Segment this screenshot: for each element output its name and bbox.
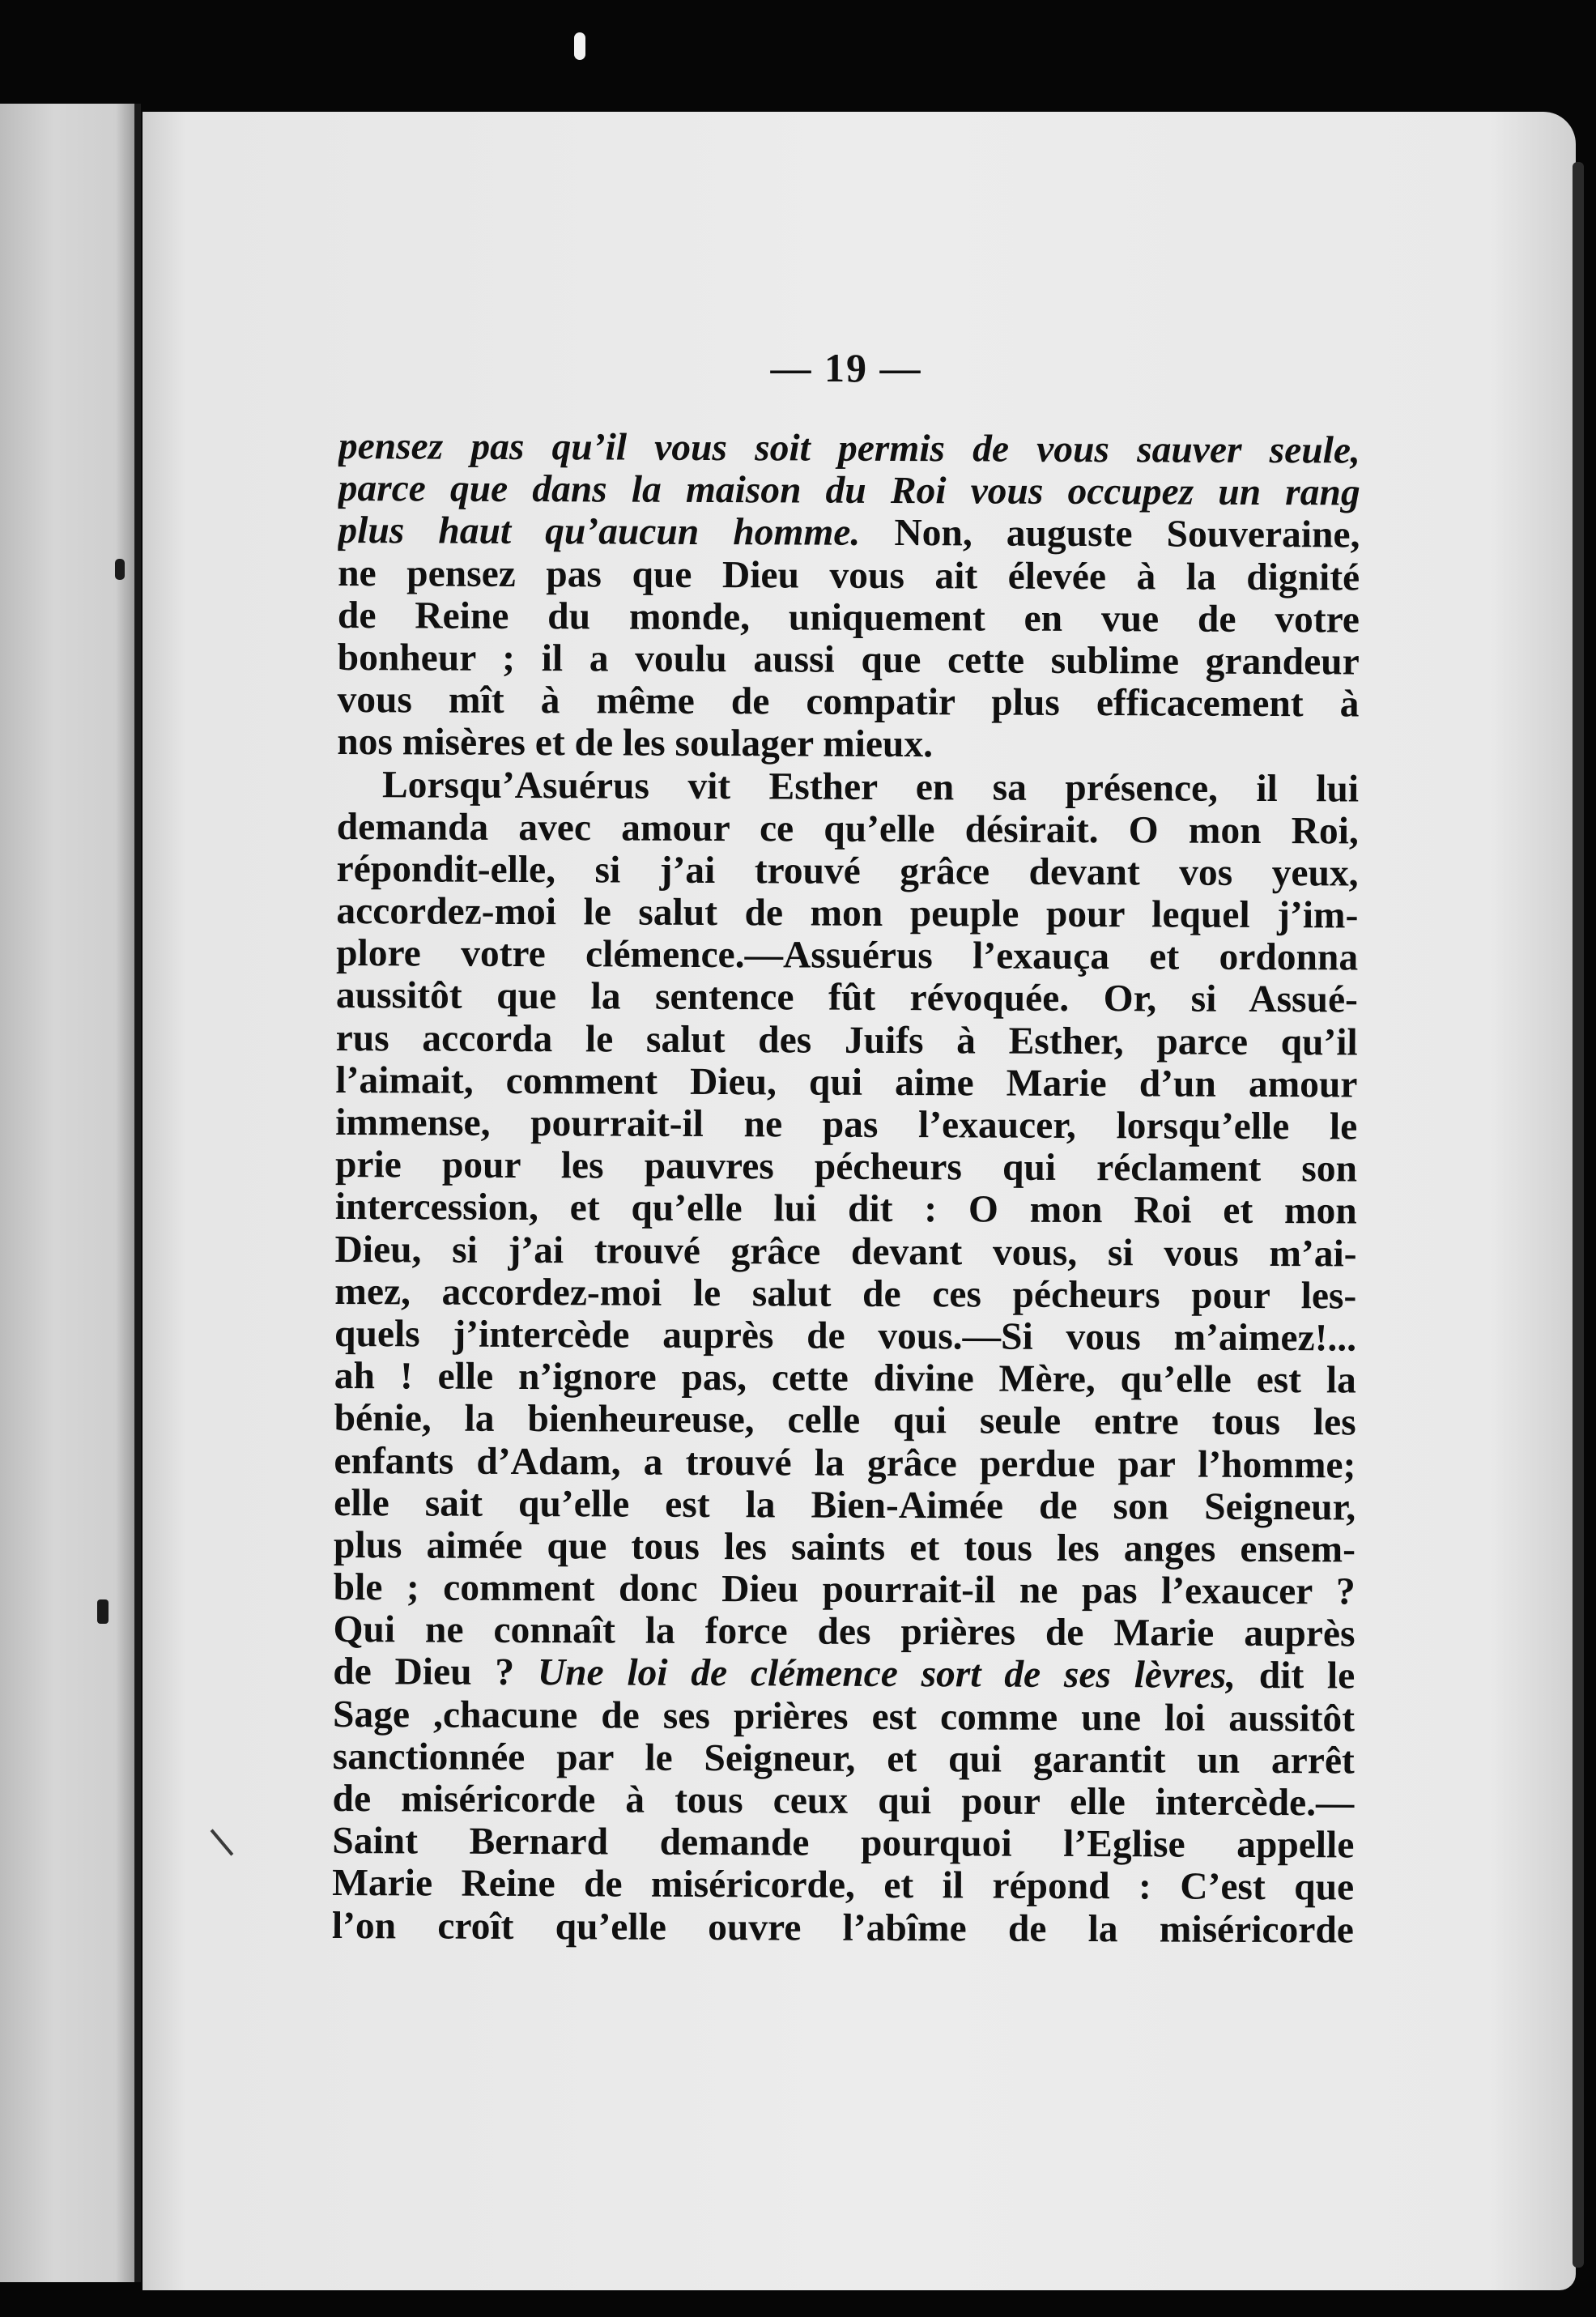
text-segment: l’on croît qu’elle ouvre l’abîme de la miséricorde xyxy=(331,1904,1355,1952)
text-segment: enfants d’Adam, a trouvé la grâce perdue par l’homme; xyxy=(334,1439,1356,1486)
text-segment: plus aimée que tous les saints et tous les anges ensem- xyxy=(333,1523,1356,1571)
text-segment: Lorsqu’Asuérus vit Esther en sa présence, il lui xyxy=(381,763,1360,811)
text-line xyxy=(338,552,1360,599)
text-line xyxy=(335,1059,1357,1106)
text-segment: de miséricorde à tous ceux qui pour elle intercède.— xyxy=(332,1777,1355,1825)
text-line xyxy=(334,1524,1356,1571)
text-segment: de Reine du monde, uniquement en vue de votre xyxy=(337,594,1360,641)
text-segment: de Dieu ? xyxy=(333,1650,538,1694)
text-line xyxy=(335,1144,1357,1190)
text-line xyxy=(337,679,1359,726)
text-segment: l’aimait, comment Dieu, qui aime Marie d’un amour xyxy=(335,1058,1358,1106)
text-line xyxy=(333,1693,1355,1740)
text-line xyxy=(336,1017,1358,1064)
text-line xyxy=(334,1439,1356,1486)
text-segment: elle sait qu’elle est la Bien-Aimée de son Seigneur, xyxy=(334,1481,1356,1529)
text-line xyxy=(338,594,1360,641)
text-segment: Marie Reine de miséricorde, et il répond : C’est que xyxy=(332,1862,1355,1909)
text-segment: Saint Bernard demande pourquoi l’Eglise appelle xyxy=(332,1820,1355,1867)
text-segment: demanda avec amour ce qu’elle désirait. O mon Roi, xyxy=(336,805,1359,853)
text-segment: Dieu, si j’ai trouvé grâce devant vous, si vous m’ai- xyxy=(334,1228,1357,1276)
text-line xyxy=(338,425,1360,472)
text-segment: accordez-moi le salut de mon peuple pour lequel j’im- xyxy=(336,890,1359,937)
facing-page-edge xyxy=(0,104,136,2282)
text-segment: ah ! elle n’ignore pas, cette divine Mère, qu’elle est la xyxy=(334,1355,1356,1402)
text-line xyxy=(337,806,1359,853)
text-segment: immense, pourrait-il ne pas l’exaucer, lorsqu’elle le xyxy=(335,1101,1358,1148)
text-segment: nos misères et de les soulager mieux. xyxy=(337,721,934,766)
text-segment: Sage ,chacune de ses prières est comme une loi aussitôt xyxy=(332,1693,1356,1740)
text-segment: Non, auguste Souveraine, xyxy=(860,512,1360,556)
text-segment: répondit-elle, si j’ai trouvé grâce devant vos yeux, xyxy=(336,847,1359,895)
text-segment: dit le xyxy=(1235,1655,1356,1697)
text-line xyxy=(336,890,1358,937)
text-line xyxy=(333,1650,1355,1697)
text-line xyxy=(332,1862,1354,1909)
text-segment: vous mît à même de compatir plus efficacement à xyxy=(337,679,1360,726)
text-line xyxy=(332,1905,1354,1952)
text-line xyxy=(335,1101,1357,1148)
text-line xyxy=(338,509,1360,556)
text-segment: bénie, la bienheureuse, celle qui seule entre tous les xyxy=(334,1397,1356,1444)
text-line xyxy=(338,637,1360,684)
italic-text-segment: pensez pas qu’il vous soit permis de vous sauver seule, xyxy=(338,425,1360,472)
text-line xyxy=(334,1271,1356,1318)
text-line xyxy=(337,763,1359,810)
text-segment: plore votre clémence.—Assuérus l’exauça et ordonna xyxy=(336,932,1359,979)
text-line xyxy=(333,1608,1355,1655)
text-segment: prie pour les pauvres pécheurs qui réclament son xyxy=(334,1144,1358,1190)
text-segment: aussitôt que la sentence fût révoquée. Or, si Assué- xyxy=(335,974,1359,1021)
text-segment: Qui ne connaît la force des prières de Marie auprès xyxy=(333,1608,1356,1655)
scan-speck xyxy=(574,32,585,60)
text-line xyxy=(338,467,1360,514)
margin-mark xyxy=(115,559,125,580)
italic-text-segment: Une loi de clémence sort de ses lèvres, xyxy=(537,1651,1236,1697)
text-line xyxy=(336,974,1358,1021)
text-line xyxy=(334,1355,1356,1402)
margin-mark xyxy=(97,1599,109,1624)
text-line xyxy=(337,721,1359,768)
text-line xyxy=(334,1566,1356,1613)
text-line xyxy=(333,1736,1355,1782)
text-segment: rus accorda le salut des Juifs à Esther, parce qu’il xyxy=(335,1016,1358,1064)
text-line xyxy=(334,1229,1356,1276)
text-line xyxy=(336,848,1358,895)
gutter-shadow xyxy=(134,104,141,2282)
page-edge-shadow xyxy=(1573,162,1584,2268)
text-segment: bonheur ; il a voulu aussi que cette sublime grandeur xyxy=(337,636,1360,684)
text-line xyxy=(332,1778,1354,1825)
italic-text-segment: plus haut qu’aucun homme. xyxy=(338,509,861,555)
text-line xyxy=(334,1313,1356,1360)
text-line xyxy=(336,932,1358,979)
text-segment: ble ; comment donc Dieu pourrait-il ne pas l’exaucer ? xyxy=(333,1566,1356,1613)
text-segment: sanctionnée par le Seigneur, et qui garantit un arrêt xyxy=(332,1735,1355,1782)
text-line xyxy=(335,1186,1357,1233)
body-text xyxy=(332,425,1360,1951)
italic-text-segment: parce que dans la maison du Roi vous occupez un rang xyxy=(338,467,1360,514)
text-segment: mez, accordez-moi le salut de ces pécheurs pour les- xyxy=(334,1270,1357,1318)
text-line xyxy=(334,1482,1356,1529)
text-segment: quels j’intercède auprès de vous.—Si vous m’aimez!... xyxy=(334,1312,1357,1360)
text-segment: ne pensez pas que Dieu vous ait élevée à la dignité xyxy=(338,552,1360,599)
text-line xyxy=(334,1397,1356,1444)
page-number: — 19 — xyxy=(770,345,922,390)
text-segment: intercession, et qu’elle lui dit : O mon Roi et mon xyxy=(334,1186,1357,1233)
text-line xyxy=(332,1820,1354,1867)
